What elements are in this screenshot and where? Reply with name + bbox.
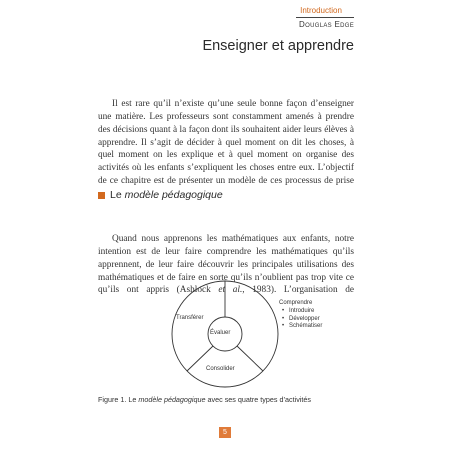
diagram-label-evaluer: Évaluer (210, 330, 231, 336)
section-heading-emphasis: modèle pédagogique (124, 189, 223, 201)
running-header-section: Introduction (300, 6, 342, 15)
citation-et-al: et al. (218, 285, 243, 296)
list-item: • Introduire (282, 308, 315, 314)
pedagogical-model-diagram (168, 278, 360, 390)
comprendre-sublist (282, 308, 322, 331)
page-number-badge: 5 (219, 427, 231, 438)
intro-paragraph: Il est rare qu’il n’existe qu’une seule bonne façon d’enseigner une matière. Les professeurs sont constamment amenés à prendre des décisions quant à la façon dont ils souhaitent aider leurs élèves à apprendre. Il s’agit de décider à quel moment on dit les choses, à quel moment on les explique et à quel moment on organise des activités où les enfants s’expliquent les choses entre eux. L’objectif de ce chapitre est de présenter un modèle de ces processus de prise (98, 99, 354, 187)
running-header-author: Douglas Edge (299, 20, 354, 29)
section-marker-square (98, 192, 105, 199)
diagram-label-transferer: Transférer (176, 315, 204, 321)
section-heading-text: Le modèle pédagogique (110, 189, 223, 201)
figure-caption: Figure 1. Le modèle pédagogique avec ses quatre types d’activités (98, 395, 311, 404)
chapter-title: Enseigner et apprendre (202, 38, 354, 54)
body-paragraph: Quand nous apprenons les mathématiques aux enfants, notre intention est de leur faire comprendre les mathématiques qu’ils apprennent, de leur faire découvrir les principales utilisations des mathématiques et de faire en sorte qu’ils n’oublient pas trop vite ce qu’ils ont appris (Ashlock et al., 1983). L’organisation de (98, 234, 354, 296)
diagram-label-consolider: Consolider (206, 366, 235, 372)
caption-emphasis: modèle pédagogique (138, 395, 206, 404)
diagram-graphic (168, 278, 360, 390)
running-header-rule (296, 17, 354, 18)
list-item: • Développer (282, 315, 320, 322)
list-item: • Schématiser (282, 323, 323, 329)
diagram-label-comprendre: Comprendre (279, 300, 313, 306)
divider-lower-right (237, 346, 263, 371)
